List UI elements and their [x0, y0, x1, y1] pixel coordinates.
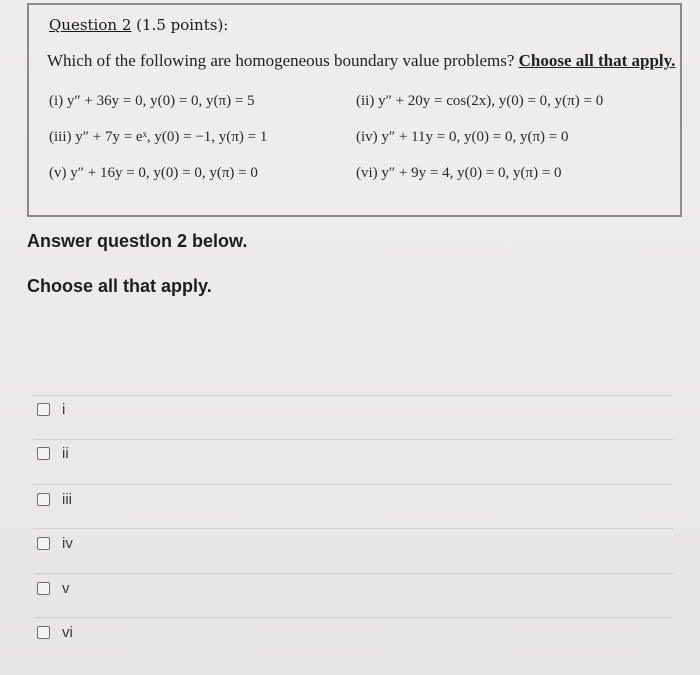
question-title	[49, 16, 228, 34]
choice-label-v: v	[62, 579, 70, 597]
choice-vi[interactable]	[33, 611, 673, 653]
question-instruction: Choose all that apply.	[518, 51, 676, 70]
choice-ii[interactable]	[33, 432, 673, 474]
question-number: Question 2	[49, 16, 132, 34]
option-i: (i) y″ + 36y = 0, y(0) = 0, y(π) = 5	[49, 93, 255, 109]
checkbox-v[interactable]	[37, 582, 50, 595]
checkbox-vi[interactable]	[37, 626, 50, 639]
question-points: (1.5 points):	[136, 16, 229, 34]
question-prompt-text: Which of the following are homogeneous boundary value problems?	[47, 51, 515, 70]
choice-iii[interactable]	[33, 478, 673, 520]
choice-v[interactable]	[33, 567, 673, 609]
question-prompt	[47, 51, 675, 71]
checkbox-iii[interactable]	[37, 493, 50, 506]
choice-i[interactable]	[33, 388, 673, 430]
option-iii: (iii) y″ + 7y = eˣ, y(0) = −1, y(π) = 1	[49, 129, 268, 145]
option-iv: (iv) y″ + 11y = 0, y(0) = 0, y(π) = 0	[356, 129, 569, 145]
option-ii: (ii) y″ + 20y = cos(2x), y(0) = 0, y(π) = 0	[356, 93, 604, 109]
checkbox-i[interactable]	[37, 403, 50, 416]
choice-label-iii: iii	[62, 490, 72, 508]
question-box	[27, 3, 682, 217]
choice-iv[interactable]	[33, 522, 673, 564]
choice-label-ii: ii	[62, 444, 69, 462]
option-v: (v) y″ + 16y = 0, y(0) = 0, y(π) = 0	[49, 165, 258, 181]
choice-label-vi: vi	[62, 623, 73, 641]
choice-label-iv: iv	[62, 534, 73, 552]
checkbox-iv[interactable]	[37, 537, 50, 550]
answer-heading: Answer questlon 2 below.	[27, 231, 248, 251]
checkbox-ii[interactable]	[37, 447, 50, 460]
choose-heading: Choose all that apply.	[27, 276, 212, 296]
choice-label-i: i	[62, 400, 66, 418]
option-vi: (vi) y″ + 9y = 4, y(0) = 0, y(π) = 0	[356, 165, 562, 181]
